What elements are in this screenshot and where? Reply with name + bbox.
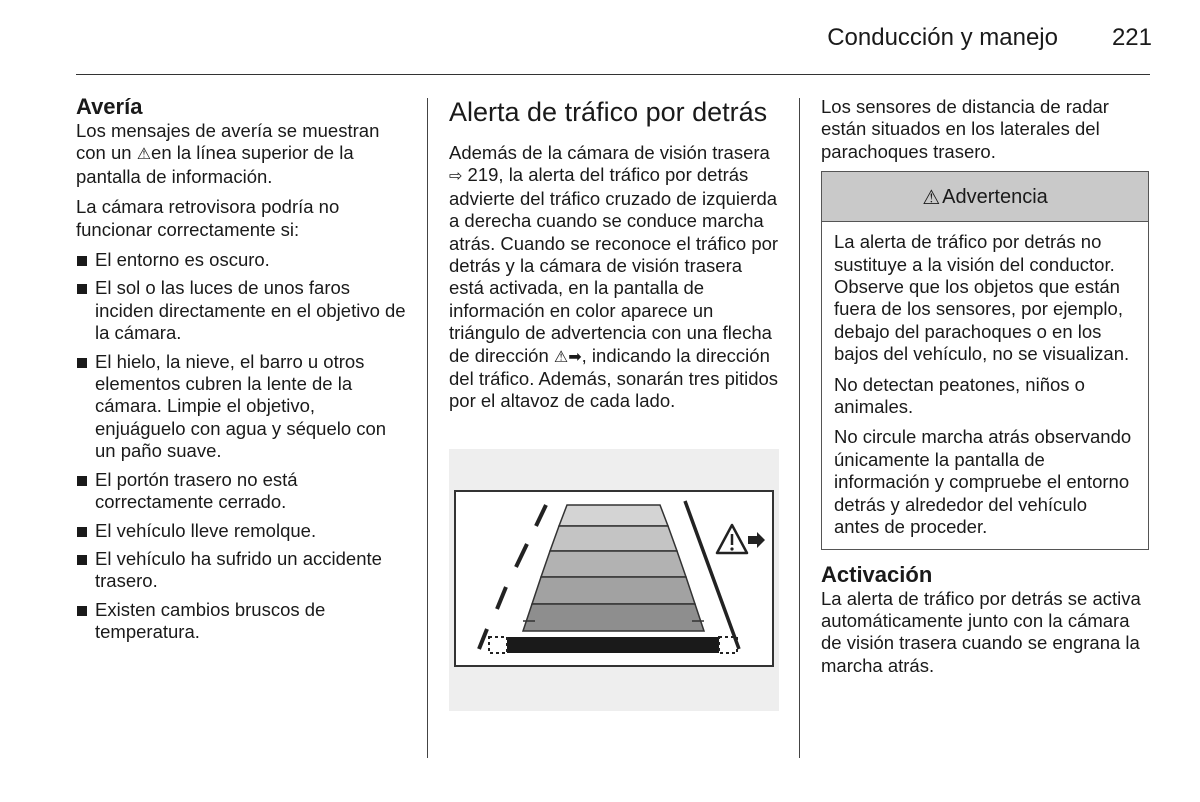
warning-paragraph: La alerta de tráfico por detrás no sustituye a la visión del conductor. Observe que los objetos que están fuera de los sensores, por ejemplo, debajo del parachoques o en los bajos del vehículo, no se visualizan. (834, 231, 1130, 365)
activation-text: La alerta de tráfico por detrás se activa automáticamente junto con la cámara de visión trasera cuando se engrana la marcha atrás. (821, 587, 1141, 676)
warning-box (821, 171, 1149, 549)
page-number: 221 (1111, 24, 1152, 51)
activation-section (821, 562, 1151, 678)
list-item: El portón trasero no está correctamente cerrado. (76, 469, 406, 514)
condition-list (76, 249, 406, 644)
list-item: Existen cambios bruscos de temperatura. (76, 599, 406, 644)
list-item: El vehículo lleve remolque. (76, 520, 406, 542)
warning-triangle-icon: ⚠ (922, 184, 941, 209)
chapter-title: Conducción y manejo (827, 24, 1058, 51)
section-heading-activacion: Activación (821, 561, 933, 587)
list-item: El hielo, la nieve, el barro u otros elementos cubren la lente de la cámara. Limpie el objetivo, enjuáguelo con agua y séquelo con un paño suave. (76, 351, 406, 463)
right-column (821, 96, 1151, 685)
bumper-bar (507, 637, 719, 653)
section-heading-averia: Avería (76, 94, 143, 119)
radar-sensors-intro: Los sensores de distancia de radar están situados en los laterales del parachoques trasero. (821, 96, 1109, 162)
traffic-alert-arrow-icon: ⚠➡ (553, 346, 582, 366)
warning-body (822, 222, 1148, 548)
rear-traffic-paragraph: Además de la cámara de visión trasera ⇨ 219, la alerta del tráfico por detrás advierte del tráfico cruzado de izquierda a derecha cuando se conduce marcha atrás. Cuando se reconoce el tráfico por detrás y la cámara de visión trasera está activada, en la pantalla de información en color aparece un triángulo de advertencia con una flecha de dirección ⚠➡, indicando la dirección del tráfico. Además, sonarán tres pitidos por el altavoz de cada lado. (449, 142, 779, 412)
middle-column (449, 94, 781, 421)
section-heading-rear-traffic-alert: Alerta de tráfico por detrás (449, 97, 768, 127)
warning-title: Advertencia (942, 185, 1048, 208)
warning-paragraph: No circule marcha atrás observando únicamente la pantalla de información y compruebe el entorno detrás y alrededor del vehículo antes de proceder. (834, 426, 1132, 538)
column-divider-right (799, 98, 800, 758)
column-divider-left (427, 98, 428, 758)
warning-triangle-icon: ⚠ (136, 144, 152, 164)
condition-intro: La cámara retrovisora podría no funcionar correctamente si: (76, 196, 340, 240)
warning-paragraph: No detectan peatones, niños o animales. (834, 373, 1085, 418)
warning-header (822, 172, 1148, 222)
list-item: El sol o las luces de unos faros inciden directamente en el objetivo de la cámara. (76, 277, 406, 344)
left-column (76, 94, 406, 650)
list-item: El entorno es oscuro. (76, 249, 406, 271)
averia-intro: Los mensajes de avería se muestran con un ⚠en la línea superior de la pantalla de información. (76, 120, 380, 187)
page-reference-arrow-icon: ⇨ (449, 166, 463, 186)
rear-camera-display-illustration (449, 449, 779, 711)
header-divider (76, 74, 1150, 75)
list-item: El vehículo ha sufrido un accidente trasero. (76, 548, 406, 593)
